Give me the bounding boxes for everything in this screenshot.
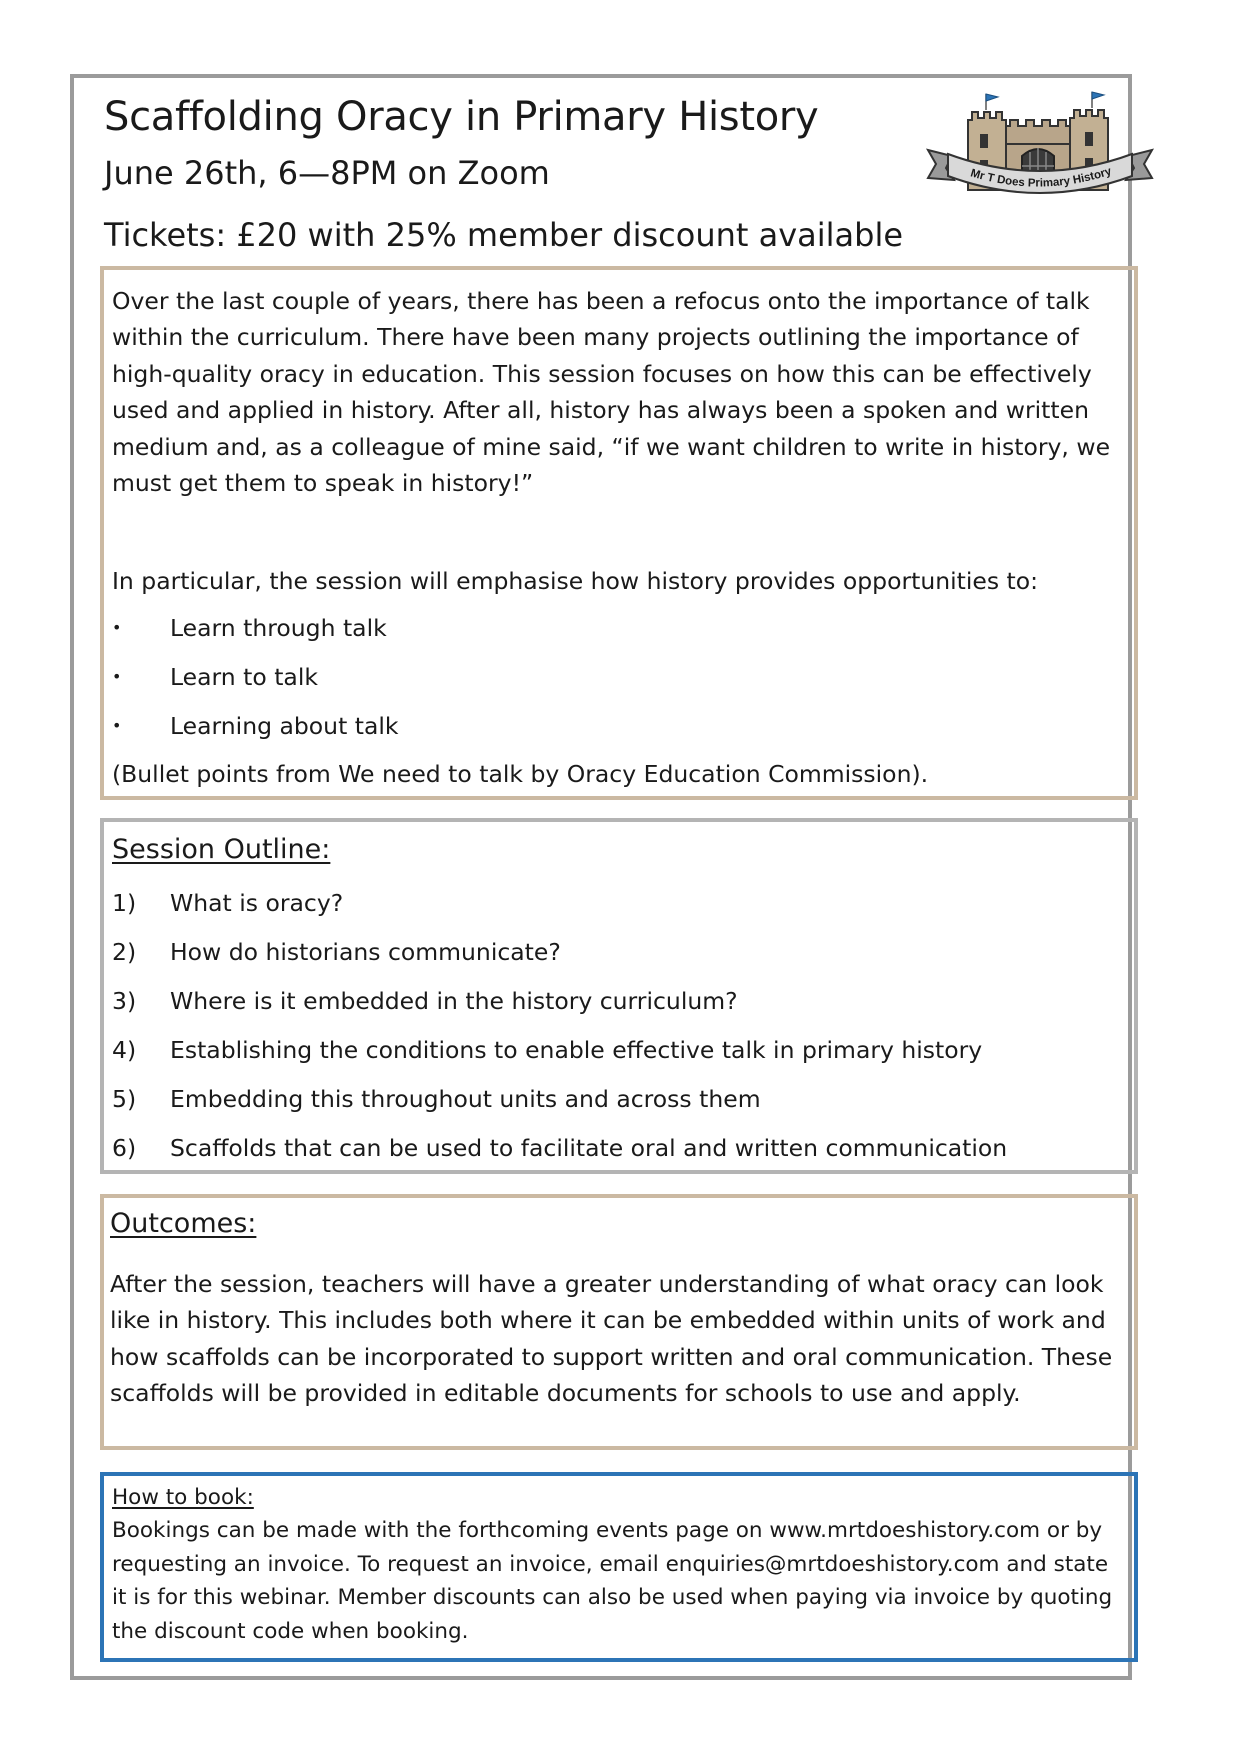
intro-lead-text: In particular, the session will emphasise how history provides opportunities to: bbox=[112, 567, 1039, 595]
outcomes-heading: Outcomes: bbox=[110, 1208, 257, 1239]
bullet-text: Learn to talk bbox=[170, 663, 318, 691]
bullet-marker: • bbox=[112, 618, 122, 637]
bullet-citation: (Bullet points from We need to talk by Oracy Education Commission). bbox=[112, 760, 929, 788]
ticket-price: Tickets: £20 with 25% member discount available bbox=[104, 216, 904, 254]
item-number: 5) bbox=[112, 1085, 137, 1113]
item-number: 3) bbox=[112, 987, 137, 1015]
item-text: Establishing the conditions to enable effective talk in primary history bbox=[170, 1036, 983, 1064]
outcomes-box bbox=[100, 1194, 1138, 1450]
item-number: 4) bbox=[112, 1036, 137, 1064]
bullet-text: Learn through talk bbox=[170, 614, 387, 642]
booking-box bbox=[100, 1472, 1138, 1662]
bullet-marker: • bbox=[112, 716, 122, 735]
outcomes-paragraph: After the session, teachers will have a greater understanding of what oracy can look like in history. This includes both where it can be embedded within units of work and how scaffolds can be incorporated to support written and oral communication. These scaffolds will be provided in editable documents for schools to use and apply. bbox=[110, 1270, 1113, 1408]
item-text: Embedding this throughout units and across them bbox=[170, 1085, 761, 1113]
intro-box bbox=[100, 266, 1138, 800]
session-outline-box bbox=[100, 818, 1138, 1174]
item-number: 6) bbox=[112, 1134, 137, 1162]
intro-paragraph: Over the last couple of years, there has been a refocus onto the importance of talk within the curriculum. There have been many projects outlining the importance of high-quality oracy in education. This session focuses on how this can be effectively used and applied in history. After all, history has always been a spoken and written medium and, as a colleague of mine said, “if we want children to write in history, we must get them to speak in history!” bbox=[112, 287, 1111, 498]
item-text: How do historians communicate? bbox=[170, 938, 561, 966]
item-text: Where is it embedded in the history curriculum? bbox=[170, 987, 738, 1015]
item-number: 1) bbox=[112, 889, 137, 917]
item-text: Scaffolds that can be used to facilitate oral and written communication bbox=[170, 1134, 1008, 1162]
bullet-marker: • bbox=[112, 667, 122, 686]
booking-paragraph: Bookings can be made with the forthcoming events page on www.mrtdoeshistory.com or by requesting an invoice. To request an invoice, email enquiries@mrtdoeshistory.com and state it is for this webinar. Member discounts can also be used when paying via invoice by quoting the discount code when booking. bbox=[112, 1518, 1113, 1644]
item-number: 2) bbox=[112, 938, 137, 966]
event-date-time: June 26th, 6—8PM on Zoom bbox=[104, 154, 550, 192]
bullet-text: Learning about talk bbox=[170, 712, 399, 740]
logo-text: Mr T Does Primary History bbox=[969, 165, 1113, 190]
item-text: What is oracy? bbox=[170, 889, 344, 917]
session-outline-heading: Session Outline: bbox=[112, 834, 331, 865]
castle-logo bbox=[922, 84, 1158, 206]
page-title: Scaffolding Oracy in Primary History bbox=[104, 94, 819, 140]
booking-heading: How to book: bbox=[112, 1485, 254, 1510]
